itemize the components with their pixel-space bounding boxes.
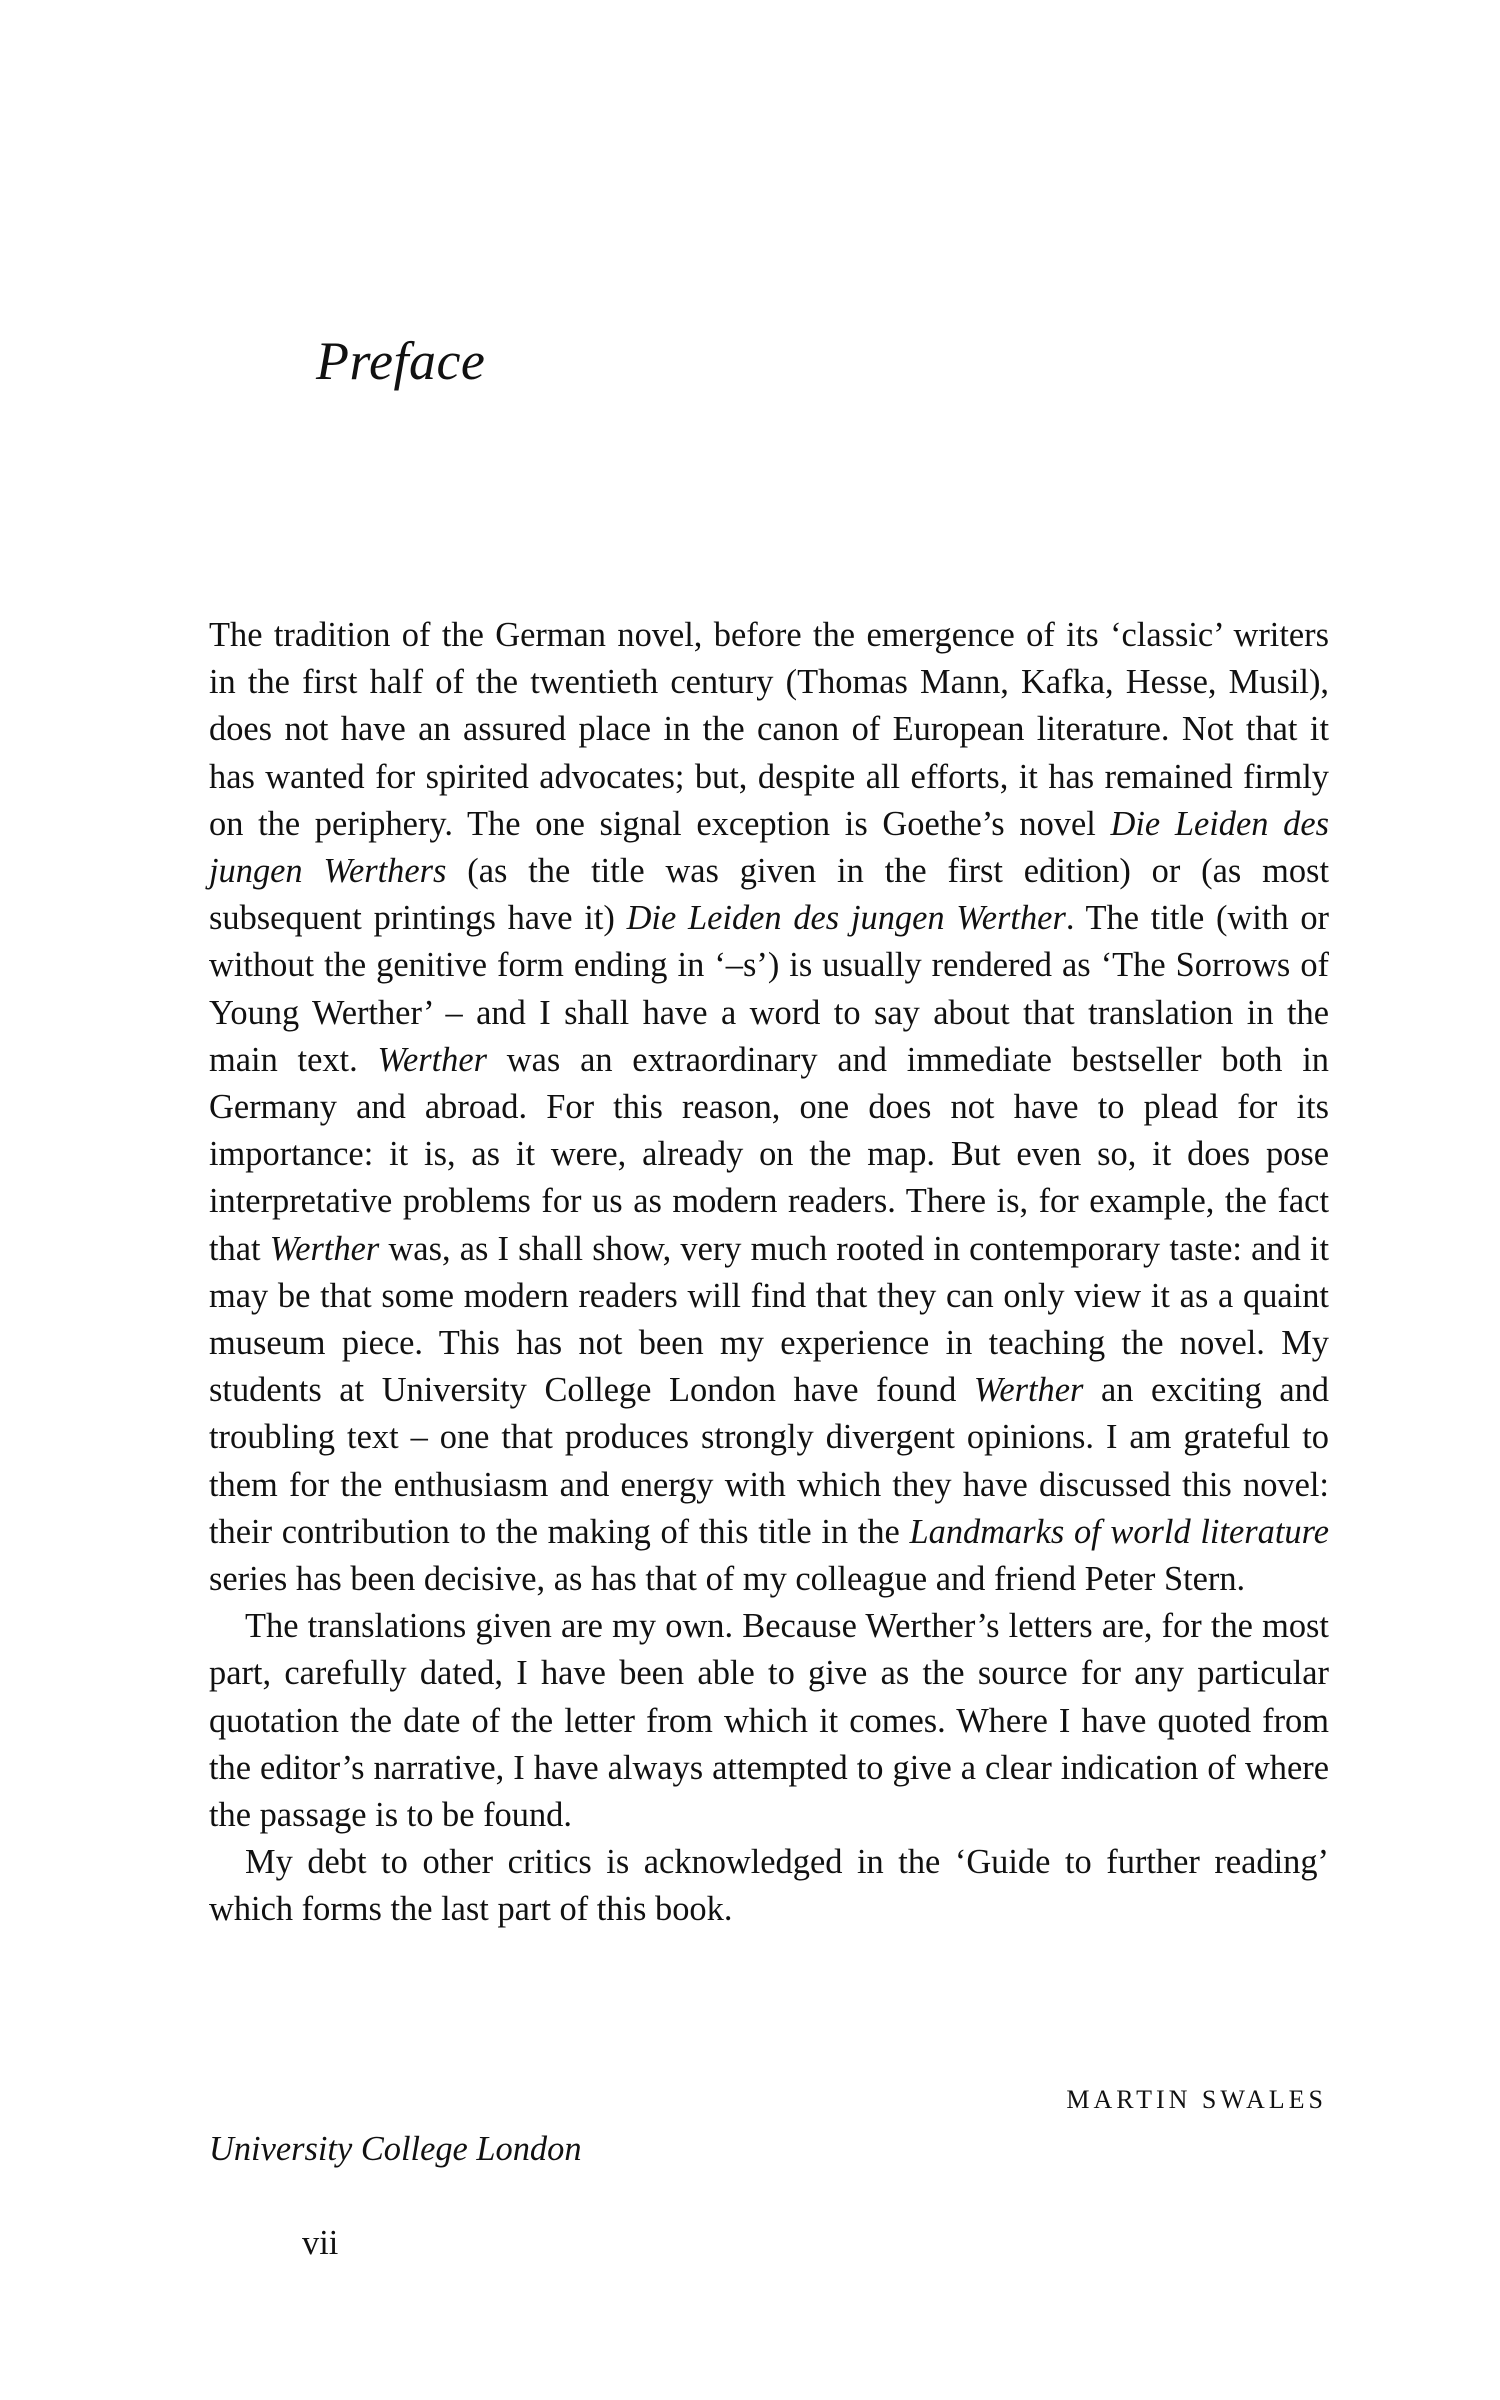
preface-body — [209, 612, 1329, 1934]
text-segment: . The title (with or without the genitive form ending in ‘–s’) is usually rendered as ‘The Sorrows of Young Werther’ – and I shall have a word to say about that translation in the main text. — [209, 899, 1329, 1079]
author-signature: MARTIN SWALES — [1066, 2085, 1327, 2114]
paragraph-1 — [209, 612, 1329, 1603]
book-title-italic: Die Leiden des jungen Werther — [626, 899, 1066, 938]
author-affiliation: University College London — [209, 2130, 582, 2168]
text-segment: The translations given are my own. Because Werther’s letters are, for the most part, carefully dated, I have been able to give as the source for any particular quotation the date of the letter from which it comes. Where I have quoted from the editor’s narrative, I have always attempted to give a clear indication of where the passage is to be found. — [209, 1607, 1329, 1835]
paragraph-2 — [209, 1603, 1329, 1839]
paragraph-3 — [209, 1839, 1329, 1933]
page-title: Preface — [316, 331, 486, 391]
text-segment: series has been decisive, as has that of my colleague and friend Peter Stern. — [209, 1560, 1246, 1599]
text-segment: My debt to other critics is acknowledged in the ‘Guide to further reading’ which forms the last part of this book. — [209, 1843, 1329, 1929]
book-title-italic: Die Leiden des jungen Werthers — [209, 804, 1330, 891]
book-title-italic: Werther — [269, 1229, 380, 1268]
text-segment: (as the title was given in the first edition) or (as most subsequent printings have it) — [209, 852, 1329, 938]
book-title-italic: Werther — [973, 1371, 1084, 1410]
book-title-italic: Werther — [377, 1040, 488, 1079]
text-segment: was an extraordinary and immediate bestseller both in Germany and abroad. For this reason, one does not have to plead for its importance: it is, as it were, already on the map. But even so, it does pose interpretative problems for us as modern readers. There is, for example, the fact that — [209, 1040, 1329, 1268]
text-segment: an exciting and troubling text – one that produces strongly divergent opinions. I am grateful to them for the enthusiasm and energy with which they have discussed this novel: their contribution to the making of this title in the — [209, 1371, 1329, 1551]
text-segment: The tradition of the German novel, before the emergence of its ‘classic’ writers in the first half of the twentieth century (Thomas Mann, Kafka, Hesse, Musil), does not have an assured place in the canon of European literature. Not that it has wanted for spirited advocates; but, despite all efforts, it has remained firmly on the periphery. The one signal exception is Goethe’s novel — [209, 616, 1329, 843]
series-title-italic: Landmarks of world literature — [909, 1512, 1329, 1551]
text-segment: was, as I shall show, very much rooted in contemporary taste: and it may be that some modern readers will find that they can only view it as a quaint museum piece. This has not been my experience in teaching the novel. My students at University College London have found — [209, 1229, 1329, 1410]
page-number: vii — [302, 2224, 339, 2262]
